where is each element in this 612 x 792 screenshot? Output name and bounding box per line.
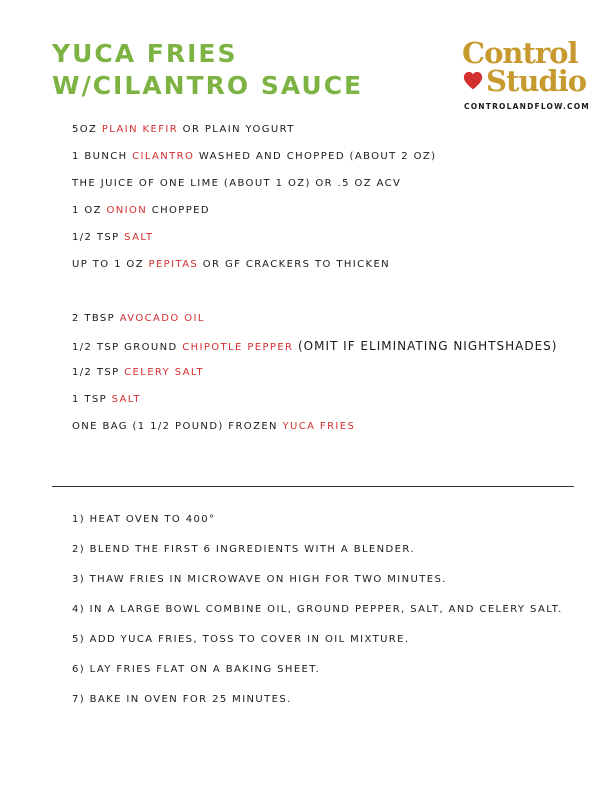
instruction-step: 5) ADD YUCA FRIES, TOSS TO COVER IN OIL MIXTURE. (72, 634, 410, 645)
nightshade-note: (OMIT IF ELIMINATING NIGHTSHADES) (298, 339, 558, 353)
ingredient-line: 1 TSP SALT (72, 394, 141, 405)
ingredient-line: THE JUICE OF ONE LIME (ABOUT 1 OZ) OR .5 OZ ACV (72, 178, 402, 189)
control-studio-logo (462, 36, 590, 111)
ingredient-line: 1 BUNCH CILANTRO WASHED AND CHOPPED (ABOUT 2 OZ) (72, 151, 437, 162)
recipe-title-line-1: YUCA FRIES (52, 39, 238, 68)
ingredient-list (72, 123, 557, 447)
ingredient-line: 1/2 TSP CELERY SALT (72, 367, 205, 378)
heart-icon (462, 70, 484, 92)
logo-wordmark-control: Control (462, 36, 578, 70)
instruction-step: 3) THAW FRIES IN MICROWAVE ON HIGH FOR TWO MINUTES. (72, 574, 447, 585)
logo-wordmark-studio: Studio (486, 64, 587, 98)
ingredient-line: ONE BAG (1 1/2 POUND) FROZEN YUCA FRIES (72, 421, 356, 432)
recipe-title (52, 38, 363, 102)
instruction-step: 1) HEAT OVEN TO 400° (72, 514, 216, 525)
recipe-title-line-2: W/CILANTRO SAUCE (52, 71, 364, 100)
logo-url: CONTROLANDFLOW.COM (464, 102, 590, 111)
instruction-step: 2) BLEND THE FIRST 6 INGREDIENTS WITH A BLENDER. (72, 544, 415, 555)
logo-wordmark-studio-row (462, 64, 587, 98)
ingredient-line: 1/2 TSP SALT (72, 232, 154, 243)
ingredient-line: 1/2 TSP GROUND CHIPOTLE PEPPER (OMIT IF ELIMINATING NIGHTSHADES) (72, 339, 558, 353)
instruction-step: 7) BAKE IN OVEN FOR 25 MINUTES. (72, 694, 292, 705)
ingredient-line: 2 TBSP AVOCADO OIL (72, 313, 205, 324)
ingredient-line: 5OZ PLAIN KEFIR OR PLAIN YOGURT (72, 124, 295, 135)
section-divider (52, 486, 574, 487)
instruction-step: 4) IN A LARGE BOWL COMBINE OIL, GROUND PEPPER, SALT, AND CELERY SALT. (72, 604, 563, 615)
ingredient-line: UP TO 1 OZ PEPITAS OR GF CRACKERS TO THICKEN (72, 259, 391, 270)
instruction-step: 6) LAY FRIES FLAT ON A BAKING SHEET. (72, 664, 321, 675)
ingredient-line: 1 OZ ONION CHOPPED (72, 205, 210, 216)
instruction-list (72, 513, 563, 723)
